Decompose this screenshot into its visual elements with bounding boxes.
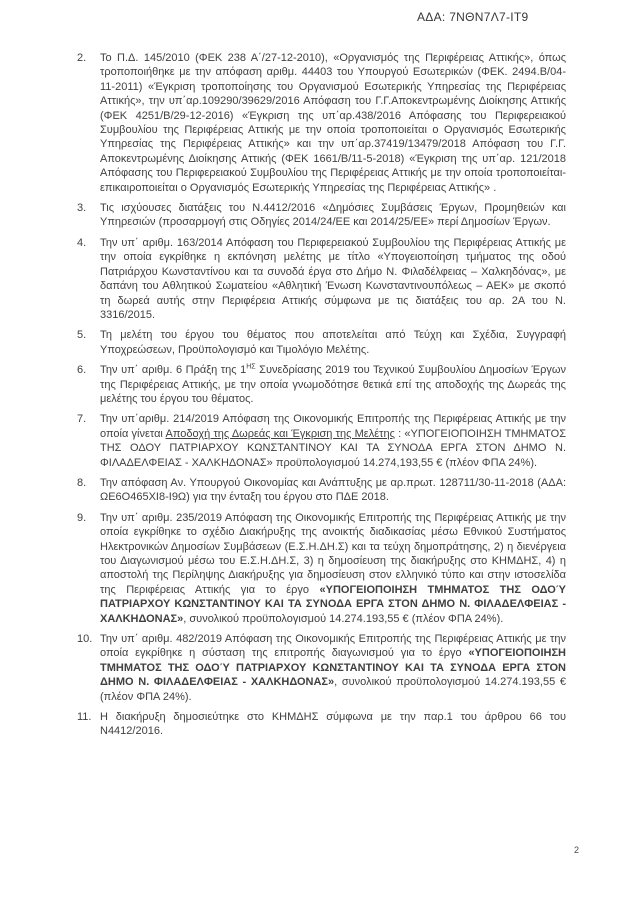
text-run: Συνεδρίασης 2019 του Τεχνικού Συμβουλίου Δημοσίων Έργων της Περιφέρειας Αττικής, με την οποία γνωμοδότησε θετικά επί της αποδοχής της Δωρεάς της μελέτης του έργου του θέματος. bbox=[100, 364, 567, 405]
text-run: Την υπ΄ αριθμ. 482/2019 Απόφαση της Οικονομικής Επιτροπής της Περιφέρειας Αττικής με την οποία εγκρίθηκε η σύσταση της επιτροπής διαγωνισμού για το έργο bbox=[100, 633, 566, 660]
item-text bbox=[100, 201, 566, 230]
list-item bbox=[77, 710, 566, 739]
item-number: 11. bbox=[77, 711, 92, 724]
text-run: Την υπ΄αριθμ. 214/2019 Απόφαση της Οικονομικής Επιτροπής της Περιφέρειας Αττικής με την οποία γίνεται bbox=[100, 413, 566, 440]
item-text bbox=[100, 511, 566, 626]
text-run: , συνολικού προϋπολογισμού 14.274.193,55 € (πλέον ΦΠΑ 24%). bbox=[183, 612, 504, 625]
list-item bbox=[77, 236, 566, 322]
item-text bbox=[100, 51, 566, 195]
text-run: Αποδοχή της Δωρεάς και Έγκριση της Μελέτης bbox=[165, 427, 395, 440]
item-text bbox=[100, 476, 566, 505]
text-run: Το Π.Δ. 145/2010 (ΦΕΚ 238 Α΄/27-12-2010), «Οργανισμός της Περιφέρειας Αττικής», όπως τροποποιήθηκε με την απόφαση αριθμ. 44403 του Υπουργού Εσωτερικών (ΦΕΚ. 2494.Β/04-11-2011) «Έγκριση τροποποίησης του Οργανισμού Εσωτερικής Υπηρεσίας της Περιφέρειας Αττικής», την υπ΄αρ.109290/39629/2016 Απόφαση του Γ.Γ.Αποκεντρωμένης Διοίκησης Αττικής (ΦΕΚ 4251/Β/29-12-2016) «Έγκριση της υπ΄αρ.438/2016 Απόφασης του Περιφερειακού Συμβουλίου της Περιφέρειας Αττικής με την οποία τροποποιείται ο Οργανισμός Εσωτερικής Υπηρεσίας της Περιφέρειας Αττικής» και την υπ΄αρ.37419/13479/2018 Απόφαση του Γ.Γ. Αποκεντρωμένης Διοίκησης Αττικής (ΦΕΚ 1661/Β/11-5-2018) «Έγκριση της υπ΄αρ. 121/2018 Απόφασης του Περιφερειακού Συμβουλίου της Περιφέρειας Αττικής με την οποία τροποποιείται-επικαιροποιείται ο Οργανισμός Εσωτερικής Υπηρεσίας της Περιφέρειας Αττικής» . bbox=[100, 52, 566, 194]
text-run: Η διακήρυξη δημοσιεύτηκε στο ΚΗΜΔΗΣ σύμφωνα με την παρ.1 του άρθρου 66 του Ν4412/2016. bbox=[100, 711, 566, 738]
list-item bbox=[77, 412, 566, 470]
text-run: Την υπ΄ αριθμ. 163/2014 Απόφαση του Περιφερειακού Συμβουλίου της Περιφέρειας Αττικής με την οποία εγκρίθηκε η εκπόνηση μελέτης με τίτλο «Υπογειοποίηση τμήματος της οδού Πατριάρχου Κωνσταντίνου και τα συνοδά έργα στο Δήμο Ν. Φιλαδέλφειας – Χαλκηδόνας», με δαπάνη του Αθλητικού Σωματείου «Αθλητική Ένωση Κωνσταντινουπόλεως – ΑΕΚ» με σκοπό τη δωρεά αυτής στην Περιφέρεια Αττικής σύμφωνα με τις διατάξεις του αρ. 2Α του Ν. 3316/2015. bbox=[100, 236, 566, 321]
ada-code-header: ΑΔΑ: 7ΝΘΝ7Λ7-ΙΤ9 bbox=[417, 10, 529, 24]
item-text bbox=[100, 328, 566, 357]
item-number: 8. bbox=[77, 476, 87, 489]
text-run: «ΥΠΟΓΕΙΟΠΟΙΗΣΗ ΤΜΗΜΑΤΟΣ ΤΗΣ ΟΔΟΎ ΠΑΤΡΙΑΡΧΟΥ ΚΩΝΣΤΑΝΤΙΝΟΥ ΚΑΙ ΤΑ ΣΥΝΟΔΑ ΕΡΓΑ ΣΤΟΝ ΔΗΜΟ Ν. ΦΙΛΑΔΕΛΦΕΙΑΣ - ΧΑΛΚΗΔΟΝΑΣ» bbox=[100, 583, 567, 625]
text-run: Τις ισχύουσες διατάξεις του Ν.4412/2016 «Δημόσιες Συμβάσεις Έργων, Προμηθειών και Υπηρεσιών (προσαρμογή στις Οδηγίες 2014/24/ΕΕ και 2014/25/ΕΕ» περί Δημοσίων Έργων. bbox=[100, 202, 566, 229]
list-item bbox=[77, 511, 566, 626]
list-item bbox=[77, 51, 566, 195]
item-number: 5. bbox=[77, 329, 87, 342]
item-text bbox=[100, 363, 566, 406]
list-item bbox=[77, 363, 566, 406]
item-number: 6. bbox=[77, 364, 87, 377]
text-run: ΗΣ bbox=[246, 363, 256, 371]
text-run: Την υπ΄ αριθμ. 6 Πράξη της 1 bbox=[100, 364, 247, 377]
page-number: 2 bbox=[574, 845, 580, 855]
item-number: 10. bbox=[77, 633, 93, 646]
text-run: Τη μελέτη του έργου του θέματος που αποτελείται από Τεύχη και Σχέδια, Συγγραφή Υποχρεώσεων, Προϋπολογισμό και Τιμολόγιο Μελέτης. bbox=[100, 329, 566, 356]
text-run: , συνολικού προϋπολογισμού 14.274.193,55 € (πλέον ΦΠΑ 24%). bbox=[100, 676, 566, 703]
item-number: 7. bbox=[77, 413, 87, 426]
item-number: 9. bbox=[77, 511, 87, 524]
numbered-list bbox=[77, 51, 566, 745]
item-text bbox=[100, 412, 566, 470]
list-item bbox=[77, 201, 566, 230]
item-number: 2. bbox=[77, 52, 87, 64]
list-item bbox=[77, 476, 566, 505]
text-run: «ΥΠΟΓΕΙΟΠΟΙΗΣΗ ΤΜΗΜΑΤΟΣ ΤΗΣ ΟΔΟΎ ΠΑΤΡΙΑΡΧΟΥ ΚΩΝΣΤΑΝΤΙΝΟΥ ΚΑΙ ΤΑ ΣΥΝΟΔΑ ΕΡΓΑ ΣΤΟΝ ΔΗΜΟ Ν. ΦΙΛΑΔΕΛΦΕΙΑΣ - ΧΑΛΚΗΔΟΝΑΣ» bbox=[100, 647, 566, 689]
item-text bbox=[100, 236, 566, 322]
item-number: 4. bbox=[77, 236, 87, 249]
item-text bbox=[100, 710, 566, 739]
text-run: Την υπ΄ αριθμ. 235/2019 Απόφαση της Οικονομικής Επιτροπής της Περιφέρειας Αττικής με την οποία εγκρίθηκε το σχέδιο Διακήρυξης της ανοικτής διαδικασίας μέσω Εθνικού Συστήματος Ηλεκτρονικών Δημοσίων Συμβάσεων (Ε.Σ.Η.ΔΗ.Σ) και τα τεύχη δημοπράτησης, 2) η διενέργεια του Διαγωνισμού μέσω του Ε.Σ.Η.ΔΗ.Σ, 3) η δημοσίευση της διακήρυξης στο ΚΗΜΔΗΣ, 4) η αποστολή της Περίληψης Διακήρυξης για δημοσίευση στον ελληνικό τύπο και στην ιστοσελίδα της Περιφέρειας Αττικής για το έργο bbox=[100, 511, 566, 596]
list-item bbox=[77, 632, 566, 704]
text-run: Την απόφαση Αν. Υπουργού Οικονομίας και Ανάπτυξης με αρ.πρωτ. 128711/30-11-2018 (ΑΔΑ: ΩΕ6Ο465ΧΙ8-Ι9Ω) για την ένταξη του έργου στο ΠΔΕ 2018. bbox=[100, 476, 566, 504]
text-run: : «ΥΠΟΓΕΙΟΠΟΙΗΣΗ ΤΜΗΜΑΤΟΣ ΤΗΣ ΟΔΟΥ ΠΑΤΡΙΑΡΧΟΥ ΚΩΝΣΤΑΝΤΙΝΟΥ ΚΑΙ ΤΑ ΣΥΝΟΔΑ ΕΡΓΑ ΣΤΟΝ ΔΗΜΟ Ν. ΦΙΛΑΔΕΛΦΕΙΑΣ - ΧΑΛΚΗΔΟΝΑΣ» προϋπολογισμού 14.274,193,55 € (πλέον ΦΠΑ 24%). bbox=[100, 427, 566, 469]
list-item bbox=[77, 328, 566, 357]
item-number: 3. bbox=[77, 202, 87, 215]
item-text bbox=[100, 632, 566, 704]
